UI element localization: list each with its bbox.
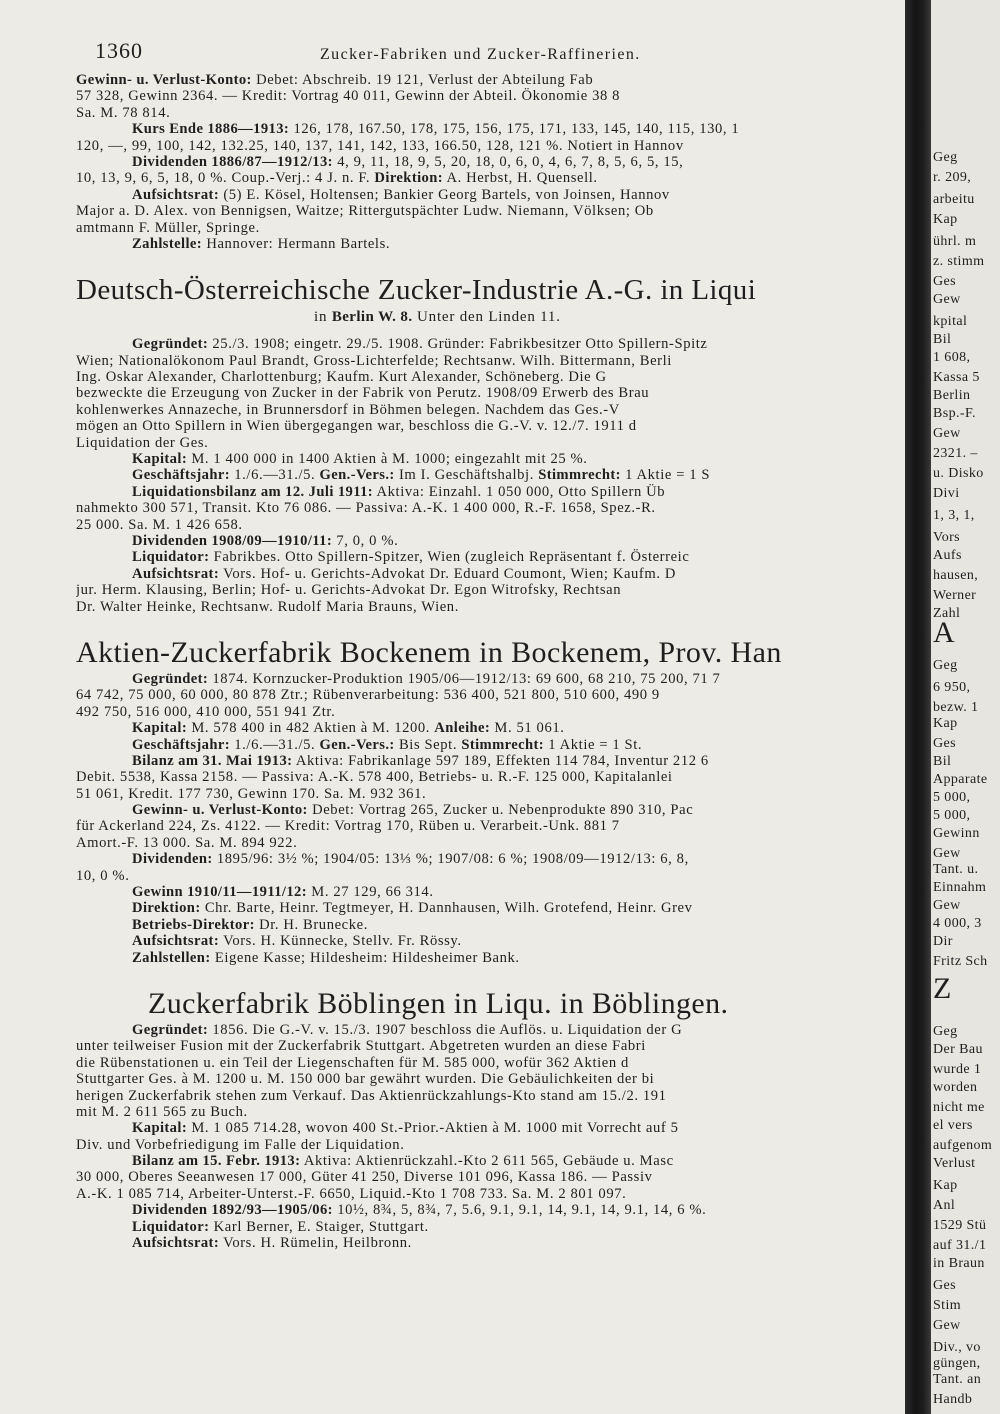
text-line: Bilanz am 31. Mai 1913: Aktiva: Fabrikanlage 597 189, Effekten 114 784, Inventur 212 6 [132,752,709,769]
text-line: Dividenden: 1895/96: 3½ %; 1904/05: 13⅓ %; 1907/08: 6 %; 1908/09—1912/13: 6, 8, [132,851,689,868]
field-label: Betriebs-Direktor: [132,916,255,933]
right-page-text-fragment: 5 000, [933,790,971,805]
right-page-text-fragment: Div., vo [933,1340,981,1355]
text-line: Kapital: M. 1 085 714.28, wovon 400 St.-Prior.-Aktien à M. 1000 mit Vorrecht auf 5 [132,1120,679,1137]
field-label: Aufsichtsrat: [132,1235,220,1252]
text-line: A.-K. 1 085 714, Arbeiter-Unterst.-F. 6650, Liquid.-Kto 1 708 733. Sa. M. 2 801 097. [76,1185,627,1202]
text-line: Dividenden 1908/09—1910/11: 7, 0, 0 %. [132,532,399,549]
text-line: Betriebs-Direktor: Dr. H. Brunecke. [132,916,368,933]
right-page-text-fragment: Divi [933,486,960,501]
right-page-text-fragment: 2321. – [933,446,978,461]
field-label: Direktion: [132,900,201,917]
right-page-text-fragment: Kap [933,716,958,731]
field-label: Gen.-Vers.: [319,736,395,753]
right-page-text-fragment: Fritz Sch [933,954,988,969]
text-line: 51 061, Kredit. 177 730, Gewinn 170. Sa. M. 932 361. [76,785,427,802]
right-page-text-fragment: wurde 1 [933,1062,982,1077]
field-label: Aufsichtsrat: [132,565,220,582]
right-page-text-fragment: 1, 3, 1, [933,508,975,523]
text-line: 25 000. Sa. M. 1 426 658. [76,516,243,533]
entry-deutsch-oesterreichische [76,272,905,615]
text-line: Geschäftsjahr: 1./6.—31./5. Gen.-Vers.: Im I. Geschäftshalbj. Stimmrecht: 1 Aktie = 1 S [132,467,711,484]
right-page-text-fragment: 5 000, [933,808,971,823]
right-page-text-fragment: Werner [933,588,977,603]
right-page-text-fragment: Ges [933,736,956,751]
field-label: Gen.-Vers.: [319,467,395,484]
text-line: Geschäftsjahr: 1./6.—31./5. Gen.-Vers.: Bis Sept. Stimmrecht: 1 Aktie = 1 St. [132,736,643,753]
field-label: Kurs Ende 1886—1913: [132,121,290,138]
right-page-text-fragment: Bil [933,332,952,347]
right-page-text-fragment: Gew [933,898,961,913]
text-line: Liquidationsbilanz am 12. Juli 1911: Aktiva: Einzahl. 1 050 000, Otto Spillern Üb [132,483,666,500]
entry-heading: Aktien-Zuckerfabrik Bockenem in Bockenem, Prov. Han [76,635,782,669]
text-line: 57 328, Gewinn 2364. — Kredit: Vortrag 40 011, Gewinn der Abteil. Ökonomie 38 8 [76,88,621,105]
field-label: Berlin W. 8. [331,309,413,326]
field-label: Gegründet: [132,1021,209,1038]
right-page-text-fragment: Aufs [933,548,962,563]
entry-boeblingen [76,986,905,1251]
text-line: Debit. 5538, Kassa 2158. — Passiva: A.-K. 578 400, Betriebs- u. R.-F. 125 000, Kapitalanlei [76,769,673,786]
field-label: Dividenden 1886/87—1912/13: [132,153,333,170]
right-page-text-fragment: bezw. 1 [933,700,979,715]
field-label: Gegründet: [132,336,209,353]
field-label: Direktion: [374,170,444,187]
right-page-text-fragment: 1529 Stü [933,1218,987,1233]
right-page-text-fragment: Dir [933,934,953,949]
text-line: Kapital: M. 578 400 in 482 Aktien à M. 1200. Anleihe: M. 51 061. [132,720,565,737]
right-page-text-fragment: hausen, [933,568,979,583]
right-page-text-fragment: Ges [933,274,956,289]
right-page-text-fragment: Gew [933,292,961,307]
text-line: Gewinn 1910/11—1911/12: M. 27 129, 66 314. [132,884,434,901]
right-page-text-fragment: Bsp.-F. [933,406,976,421]
text-line: Gegründet: 1856. Die G.-V. v. 15./3. 1907 beschloss die Auflös. u. Liquidation der G [132,1021,683,1038]
field-label: Dividenden: [132,851,213,868]
text-line: mit M. 2 611 565 zu Buch. [76,1103,248,1120]
right-page-text-fragment: r. 209, [933,170,972,185]
right-page-text-fragment: Einnahm [933,880,987,895]
right-page-text-fragment: Verlust [933,1156,976,1171]
right-page-text-fragment: Gew [933,426,961,441]
right-page-text-fragment: Stim [933,1298,962,1313]
field-label: Kapital: [132,1120,188,1137]
text-line: Ing. Oskar Alexander, Charlottenburg; Kaufm. Kurt Alexander, Schöneberg. Die G [76,369,607,386]
text-line: Gegründet: 25./3. 1908; eingetr. 29./5. 1908. Gründer: Fabrikbesitzer Otto Spillern-Spitz [132,336,708,353]
right-page-text-fragment: Anl [933,1198,956,1213]
right-page-text-fragment: auf 31./1 [933,1238,987,1253]
field-label: Geschäftsjahr: [132,467,231,484]
text-line: 492 750, 516 000, 410 000, 551 941 Ztr. [76,703,336,720]
field-label: Zahlstellen: [132,949,211,966]
text-line: Aufsichtsrat: Vors. Hof- u. Gerichts-Advokat Dr. Eduard Coumont, Wien; Kaufm. D [132,565,676,582]
right-page-text-fragment: Berlin [933,388,971,403]
text-line: bezweckte die Erzeugung von Zucker in der Fabrik von Perutz. 1908/09 Erwerb des Brau [76,385,650,402]
right-page-text-fragment: Zahl [933,606,961,621]
entry-top-continuation [76,72,905,252]
text-line: Div. und Vorbefriedigung im Falle der Liquidation. [76,1136,405,1153]
field-label: Gegründet: [132,670,209,687]
text-line: 30 000, Oberes Seeanwesen 17 000, Güter 41 250, Diverse 101 096, Kassa 186. — Passiv [76,1169,653,1186]
text-line: Gewinn- u. Verlust-Konto: Debet: Abschreib. 19 121, Verlust der Abteilung Fab [76,72,594,88]
field-label: Aufsichtsrat: [132,186,220,203]
text-line: 120, —, 99, 100, 142, 132.25, 140, 137, 141, 142, 133, 166.50, 128, 121 %. Notiert in Hannov [76,137,684,154]
field-label: Kapital: [132,451,188,468]
right-page-text-fragment: Der Bau [933,1042,983,1057]
right-page-text-fragment: 6 950, [933,680,971,695]
right-page-text-fragment: Vors [933,530,961,545]
text-line: unter teilweiser Fusion mit der Zuckerfabrik Stuttgart. Abgetreten wurden an diese Fabri [76,1038,646,1055]
text-line: mögen an Otto Spillern in Wien übergegangen war, beschloss die G.-V. v. 12./7. 1911 d [76,418,637,435]
text-line: Dividenden 1892/93—1905/06: 10½, 8¾, 5, 8¾, 7, 5.6, 9.1, 9.1, 14, 9.1, 14, 9.1, 14, 6 %. [132,1202,707,1219]
text-line: Dividenden 1886/87—1912/13: 4, 9, 11, 18, 9, 5, 20, 18, 0, 6, 0, 4, 6, 7, 8, 5, 6, 5, 15, [132,153,684,170]
right-page-text-fragment: Ges [933,1278,956,1293]
running-title: Zucker-Fabriken und Zucker-Raffinerien. [320,46,641,63]
right-page-text-fragment: Kap [933,212,958,227]
right-page-fragment [931,0,1000,1414]
right-page-text-fragment: Geg [933,1024,958,1039]
field-label: Kapital: [132,720,188,737]
text-line: Major a. D. Alex. von Bennigsen, Waitze; Rittergutspächter Ludw. Niemann, Völksen; Ob [76,203,654,220]
field-label: Bilanz am 31. Mai 1913: [132,752,293,769]
right-page-text-fragment: el vers [933,1118,973,1133]
book-gutter [905,0,931,1414]
right-page-text-fragment: kpital [933,314,968,329]
right-page-text-fragment: Kassa 5 [933,370,980,385]
field-label: Geschäftsjahr: [132,736,231,753]
field-label: Dividenden 1892/93—1905/06: [132,1202,333,1219]
text-line: Stuttgarter Ges. à M. 1200 u. M. 150 000 bar gewährt wurden. Die Gebäulichkeiten der bi [76,1071,655,1088]
right-page-text-fragment: Gew [933,1318,961,1333]
field-label: Aufsichtsrat: [132,933,220,950]
text-line: Liquidation der Ges. [76,434,209,451]
text-line: nahmekto 300 571, Transit. Kto 76 086. — Passiva: A.-K. 1 400 000, R.-F. 1658, Spez.-R. [76,500,656,517]
text-line: Aufsichtsrat: Vors. H. Rümelin, Heilbronn. [132,1235,412,1252]
text-line: Dr. Walter Heinke, Rechtsanw. Rudolf Maria Brauns, Wien. [76,598,459,615]
entry-heading: Zuckerfabrik Böblingen in Liqu. in Böblingen. [148,986,729,1020]
text-line: Gewinn- u. Verlust-Konto: Debet: Vortrag 265, Zucker u. Nebenprodukte 890 310, Pac [132,802,694,819]
text-line: die Rübenstationen u. ein Teil der Liegenschaften für M. 585 000, wofür 362 Aktien d [76,1054,629,1071]
text-line: Sa. M. 78 814. [76,104,171,121]
right-page-text-fragment: 4 000, 3 [933,916,982,931]
right-page-text-fragment: nicht me [933,1100,985,1115]
text-line: Kurs Ende 1886—1913: 126, 178, 167.50, 178, 175, 156, 175, 171, 133, 145, 140, 115, 130, 1 [132,121,740,138]
right-page-text-fragment: z. stimm [933,254,985,269]
entry-heading: Deutsch-Österreichische Zucker-Industrie A.-G. in Liqui [76,274,757,307]
running-head [0,38,905,68]
text-line: Aufsichtsrat: (5) E. Kösel, Holtensen; Bankier Georg Bartels, von Joinsen, Hannov [132,186,670,203]
right-page-text-fragment: A [933,616,956,649]
field-label: Stimmrecht: [538,467,621,484]
text-line: Kapital: M. 1 400 000 in 1400 Aktien à M. 1000; eingezahlt mit 25 %. [132,451,588,468]
text-line: für Ackerland 224, Zs. 4122. — Kredit: Vortrag 170, Rüben u. Verarbeit.-Unk. 881 7 [76,818,620,835]
text-line: Wien; Nationalökonom Paul Brandt, Gross-Lichterfelde; Rechtsanw. Wilh. Bittermann, Berli [76,352,672,369]
right-page-text-fragment: ührl. m [933,234,977,249]
page-number: 1360 [95,38,143,63]
field-label: Zahlstelle: [132,235,203,252]
right-page-text-fragment: Gew [933,846,961,861]
field-label: Dividenden 1908/09—1910/11: [132,532,333,549]
entry-bockenem [76,635,905,966]
right-page-text-fragment: 1 608, [933,350,971,365]
text-line: Direktion: Chr. Barte, Heinr. Tegtmeyer, H. Dannhausen, Wilh. Grotefend, Heinr. Grev [132,900,693,917]
text-line: 10, 0 %. [76,867,130,884]
right-page-text-fragment: u. Disko [933,466,984,481]
text-line: 64 742, 75 000, 60 000, 80 878 Ztr.; Rübenverarbeitung: 536 400, 521 800, 510 600, 490 9 [76,687,660,704]
text-line: Zahlstelle: Hannover: Hermann Bartels. [132,235,391,252]
entry-address: in Berlin W. 8. Unter den Linden 11. [314,309,561,326]
right-page-text-fragment: Geg [933,150,958,165]
right-page-text-fragment: Handb [933,1392,973,1407]
right-page-text-fragment: Geg [933,658,958,673]
text-line: Aufsichtsrat: Vors. H. Künnecke, Stellv. Fr. Rössy. [132,933,462,950]
text-line: Liquidator: Karl Berner, E. Staiger, Stuttgart. [132,1218,429,1235]
text-line: Gegründet: 1874. Kornzucker-Produktion 1905/06—1912/13: 69 600, 68 210, 75 200, 71 7 [132,670,721,687]
text-line: Zahlstellen: Eigene Kasse; Hildesheim: Hildesheimer Bank. [132,949,520,966]
text-line: Bilanz am 15. Febr. 1913: Aktiva: Aktienrückzahl.-Kto 2 611 565, Gebäude u. Masc [132,1153,674,1170]
field-label: Anleihe: [434,720,491,737]
field-label: Gewinn- u. Verlust-Konto: [132,802,308,819]
field-label: Gewinn- u. Verlust-Konto: [76,72,252,88]
text-line: jur. Herm. Klausing, Berlin; Hof- u. Gerichts-Advokat Dr. Egon Witrofsky, Rechtsan [76,582,622,599]
right-page-text-fragment: aufgenom [933,1138,993,1153]
text-line: herigen Zuckerfabrik stehen zum Verkauf. Das Aktienrückzahlungs-Kto stand am 15./2. 191 [76,1087,667,1104]
right-page-text-fragment: worden [933,1080,978,1095]
field-label: Liquidationsbilanz am 12. Juli 1911: [132,483,374,500]
right-page-text-fragment: Tant. an [933,1372,982,1387]
field-label: Gewinn 1910/11—1911/12: [132,884,308,901]
right-page-text-fragment: Z [933,972,952,1005]
text-line: amtmann F. Müller, Springe. [76,219,260,236]
field-label: Stimmrecht: [461,736,545,753]
text-line: Amort.-F. 13 000. Sa. M. 894 922. [76,834,298,851]
right-page-text-fragment: güngen, [933,1356,981,1371]
right-page-text-fragment: Bil [933,754,952,769]
right-page-text-fragment: in Braun [933,1256,985,1271]
text-line: kohlenwerkes Annazeche, in Brunnersdorf in Böhmen belegen. Nachdem das Ges.-V [76,401,620,418]
field-label: Bilanz am 15. Febr. 1913: [132,1153,301,1170]
right-page-text-fragment: Tant. u. [933,862,979,877]
page-content [76,72,905,1412]
right-page-text-fragment: Apparate [933,772,988,787]
text-line: 10, 13, 9, 6, 5, 18, 0 %. Coup.-Verj.: 4 J. n. F. Direktion: A. Herbst, H. Quensell. [76,170,598,187]
text-line: Liquidator: Fabrikbes. Otto Spillern-Spitzer, Wien (zugleich Repräsentant f. Österreic [132,549,690,566]
right-page-text-fragment: Gewinn [933,826,980,841]
right-page-text-fragment: Kap [933,1178,958,1193]
right-page-text-fragment: arbeitu [933,192,975,207]
field-label: Liquidator: [132,1218,210,1235]
field-label: Liquidator: [132,549,210,566]
